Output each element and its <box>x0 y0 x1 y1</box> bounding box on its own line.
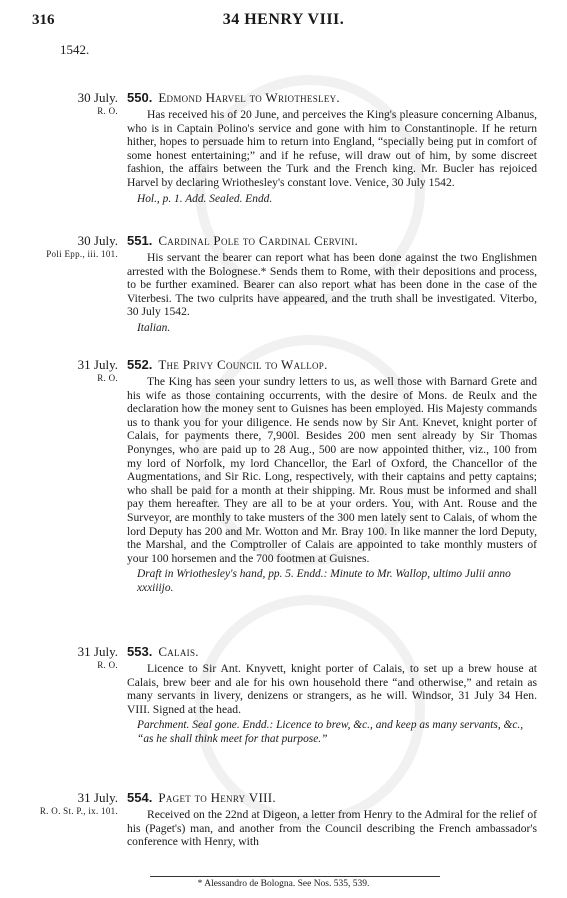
entry-body: Has received his of 20 June, and perceives the King's pleasure concerning Albanus, who is in Captain Polino's service and gone with him to Constantinople. If he return hither, hopes to persuade him to return into England, “specially being put in comfort of some honest entertaining;” and if he refuse, will draw out of him, by some discreet fashion, the affairs between the Turk and the French king. Mr. Bucler has rejoiced Harvel by declaring Wriothesley's constant love. Venice, 30 July 1542. <box>127 108 537 189</box>
entry-date: 31 July. <box>77 357 118 372</box>
footnote-divider <box>150 876 440 877</box>
entry-body: Licence to Sir Ant. Knyvett, knight porter of Calais, to set up a brew house at Calais, brew beer and ale for his own household there “and otherwise,” and retain as many servants in livery, denizens or strangers, as he will. Windsor, 31 July 34 Hen. VIII. Signed at the head. <box>127 662 537 716</box>
page-number: 316 <box>32 12 55 28</box>
page-header <box>14 8 553 34</box>
entry-margin <box>28 790 118 817</box>
entry-number: 553. <box>127 644 153 659</box>
entry-source: R. O. <box>97 106 118 116</box>
entry-note: Hol., p. 1. Add. Sealed. Endd. <box>137 192 273 205</box>
entry-date: 31 July. <box>77 644 118 659</box>
entry-number: 552. <box>127 357 153 372</box>
running-title: 34 HENRY VIII. <box>222 11 345 28</box>
entry-title: Edmond Harvel to Wriothesley. <box>158 90 340 105</box>
entry-number: 550. <box>127 90 153 105</box>
entry-note: Draft in Wriothesley's hand, pp. 5. Endd.: Minute to Mr. Wallop, ultimo Julii anno xxxiiijo. <box>137 568 511 594</box>
entry-heading <box>127 357 537 373</box>
year-label: 1542. <box>60 42 90 57</box>
entry-source: R. O. St. P., ix. 101. <box>39 806 118 816</box>
entry-title: Paget to Henry VIII. <box>158 790 276 805</box>
entry-note: Italian. <box>137 321 171 334</box>
entry-source: R. O. <box>97 373 118 383</box>
entry-number: 551. <box>127 233 153 248</box>
entry-title: Calais. <box>158 644 199 659</box>
entry-title: Cardinal Pole to Cardinal Cervini. <box>158 233 359 248</box>
entry-source: Poli Epp., iii. 101. <box>46 249 118 259</box>
entry-title: The Privy Council to Wallop. <box>158 357 328 372</box>
entry-body: The King has seen your sundry letters to us, as well those with Barnard Grete and his wife as those containing occurrents, with the desire of Mons. de Reulx and the declaration how the money sent to Guisnes has been employed. His Majesty commands us to thank you for your diligence. He sends now by Sir Ant. Knevet, knight porter of Calais, for payments there, 7,900l. Besides 200 men sent already by Sir Thomas Ponynges, who are paid up to 28 Aug., 500 are now appointed thither, viz., 100 from my lord of Norfolk, my lord Chancellor, the Earl of Oxford, the Chancellor of the Augmentations, and Sir Ric. Long, respectively, with their captains and petty captains; who shall be paid for a month at their shipping. Mr. Rous must be informed and shall pay them hereafter. They are all to be at your orders. You, with Ant. Rouse and the Surveyor, are monthly to take musters of the 300 men lately sent to Calais, of whom the lord Deputy has 200 and Mr. Wotton and Mr. Bray 100. In like manner the lord Deputy, the Marshal, and the Comptroller of Calais are appointed to take monthly musters of your 100 horsemen and the 700 footmen at Guisnes. <box>127 375 537 565</box>
entry-heading <box>127 90 537 106</box>
entry-heading <box>127 233 537 249</box>
entry-date: 30 July. <box>77 233 118 248</box>
entry-margin <box>28 90 118 117</box>
entry-content <box>127 233 537 336</box>
footnote: * Alessandro de Bologna. See Nos. 535, 539. <box>197 879 370 889</box>
entry-content <box>127 644 537 747</box>
entry-date: 31 July. <box>77 790 118 805</box>
entry-body: Received on the 22nd at Digeon, a letter from Henry to the Admiral for the relief of his (Paget's) man, and another from the Council describing the French ambassador's conference with Henry, with <box>127 808 537 849</box>
entry-margin <box>28 357 118 384</box>
entry-source: R. O. <box>97 660 118 670</box>
entry-heading <box>127 790 537 806</box>
entry-margin <box>28 233 118 260</box>
entry-content <box>127 357 537 596</box>
entry-margin <box>28 644 118 671</box>
entry-date: 30 July. <box>77 90 118 105</box>
entry-number: 554. <box>127 790 153 805</box>
entry-body: His servant the bearer can report what has been done against the two Englishmen arrested with the Bolognese.* Sends them to Rome, with their depositions and process, to be further examined. Bearer can also report what has been done in the case of the Viterbesi. The two culprits have appeared, and the truth shall be investigated. Viterbo, 30 July 1542. <box>127 251 537 319</box>
entry-note: Parchment. Seal gone. Endd.: Licence to brew, &c., and keep as many servants, &c., “as he shall think meet for that purpose.” <box>137 719 524 745</box>
entry-content <box>127 90 537 206</box>
entry-content <box>127 790 537 849</box>
entry-heading <box>127 644 537 660</box>
